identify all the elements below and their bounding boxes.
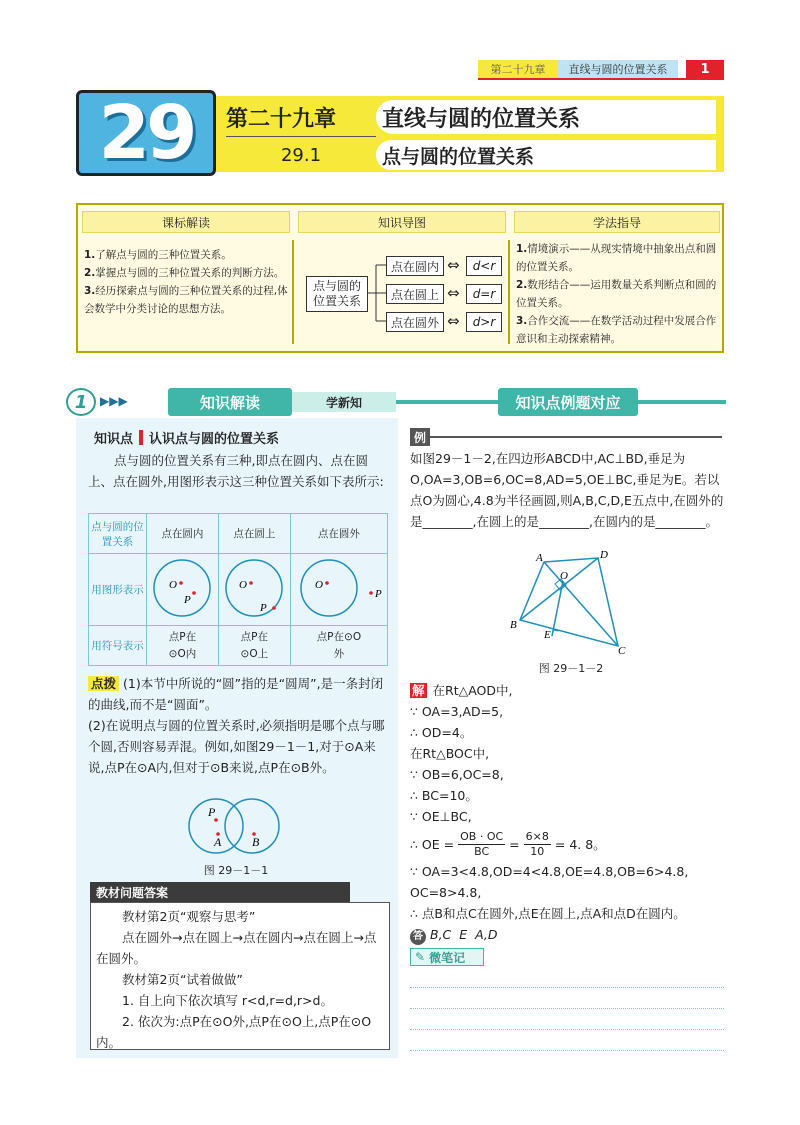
arrows-icon: ▶▶▶	[100, 394, 128, 408]
label-p: P	[184, 594, 192, 606]
list-item: 1.情境演示——从现实情境中抽象出点和圆的位置关系。	[516, 243, 717, 273]
answer-text: 点在圆外→点在圆上→点在圆内→点在圆上→点在圆外。	[96, 930, 377, 966]
example-correspondence-label: 知识点例题对应	[498, 388, 638, 416]
answer-text: 2. 依次为:点P在⊙O外,点P在⊙O上,点P在⊙O内。	[96, 1014, 372, 1050]
textbook-answers-label: 教材问题答案	[96, 886, 169, 900]
standards-list	[84, 246, 288, 318]
map-branch-on: 点在圆上	[386, 284, 444, 304]
answer-title: 教材第2页“试着做做”	[122, 972, 243, 987]
label-o: O	[560, 570, 568, 582]
label-d: D	[600, 549, 608, 561]
tab-knowledge-map: 知识导图	[298, 211, 506, 233]
map-cond-inside: d<r	[466, 256, 502, 276]
tip-label: 点拨	[88, 676, 119, 691]
column-divider	[292, 240, 294, 344]
chapter-title: 直线与圆的位置关系	[376, 100, 716, 134]
section-num-circle: 1	[66, 388, 96, 416]
banner-divider	[226, 136, 376, 137]
tip-paragraph-1: 点拨 (1)本节中所说的“圆”指的是“圆周”,是一条封闭的曲线,而不是“圆面”。	[88, 676, 384, 712]
map-root: 点与圆的位置关系	[306, 276, 368, 312]
label-a: A	[536, 552, 543, 564]
solution-line: ∴ 点B和点C在圆外,点E在圆上,点A和点D在圆内。	[410, 906, 686, 921]
list-item: 3.经历探索点与圆的三种位置关系的过程,体会数学中分类讨论的思想方法。	[84, 285, 288, 315]
pencil-icon: ✎	[415, 950, 426, 964]
circle-inside-figure	[147, 555, 217, 621]
methods-list	[516, 240, 720, 348]
iff-arrow: ⇔	[447, 256, 460, 274]
fraction: $\frac{6\times 8}{10}$	[525, 829, 549, 858]
solution-line: ∵ OA=3<4.8,OD=4<4.8,OE=4.8,OB=6>4.8,	[410, 864, 689, 879]
tab-standards: 课标解读	[82, 211, 290, 233]
tip-paragraph-2: (2)在说明点与圆的位置关系时,必须指明是哪个点与哪个圆,否则容易弄混。例如,如图29－1－1,对于⊙A来说,点P在⊙A内,但对于⊙B来说,点P在⊙B外。	[88, 718, 385, 775]
circle-outside-figure	[291, 555, 387, 621]
header-rule	[478, 78, 724, 80]
answer-text: 1. 自上向下依次填写 r<d,r=d,r>d。	[122, 993, 333, 1008]
knowledge-reading-label: 知识解读	[168, 388, 292, 416]
circle-on-figure	[219, 555, 289, 621]
iff-arrow: ⇔	[447, 284, 460, 302]
solution-line: ∴ BC=10。	[410, 788, 478, 803]
label-c: C	[618, 645, 626, 657]
figure-cell	[218, 554, 290, 626]
figure-29-1-1	[178, 796, 290, 860]
example-problem: 如图29－1－2,在四边形ABCD中,AC⊥BD,垂足为O,OA=3,OB=6,OC=8,AD=5,OE⊥BC,垂足为E。若以点O为圆心,4.8为半径画圆,则A,B,C,D,E五点中,在圆外的是________,在圆上的是________,在圆内的是________。	[410, 451, 724, 529]
label-p: P	[374, 588, 382, 600]
iff-arrow: ⇔	[447, 312, 460, 330]
label-p: P	[208, 805, 216, 819]
answer-title: 教材第2页“观察与思考”	[122, 909, 256, 924]
list-item: 1.了解点与圆的三种位置关系。	[84, 249, 232, 261]
example-label: 例	[410, 428, 430, 446]
solution-line: ∵ OA=3,AD=5,	[410, 704, 504, 719]
label-e: E	[544, 629, 551, 641]
figure-29-1-2	[506, 548, 636, 658]
running-header-title: 直线与圆的位置关系	[558, 60, 678, 78]
label-a: A	[214, 835, 222, 849]
solution-label: 解	[412, 683, 425, 698]
figure-cell	[147, 554, 219, 626]
label-o: O	[169, 579, 178, 591]
label-b: B	[252, 835, 260, 849]
figure-cell	[290, 554, 387, 626]
solution-line: ∵ OE⊥BC,	[410, 809, 472, 824]
table-cell: 点P在⊙O外	[290, 626, 387, 666]
micro-notes-label: ✎ 微笔记	[410, 948, 484, 966]
list-item: 2.掌握点与圆的三种位置关系的判断方法。	[84, 267, 285, 279]
textbook-answers	[96, 906, 386, 1053]
figure-caption: 图 29－1－2	[538, 662, 604, 675]
chapter-number-badge	[76, 90, 216, 176]
map-branch-inside: 点在圆内	[386, 256, 444, 276]
figure-caption: 图 29－1－1	[203, 864, 269, 877]
fraction-line: ∴ OE = $\frac{OB \cdot OC}{BC}$ = $\frac{6\times 8}{10}$ = 4. 8。	[410, 829, 606, 858]
running-header-chapter: 第二十九章	[478, 60, 558, 78]
answer-line: 答 B,C E A,D	[410, 924, 726, 945]
solution-line: OC=8>4.8,	[410, 885, 482, 900]
list-item: 3.合作交流——在数学活动过程中发展合作意识和主动探索精神。	[516, 315, 717, 345]
position-table	[88, 513, 388, 666]
map-cond-on: d=r	[466, 284, 502, 304]
label-o: O	[239, 579, 248, 591]
label-p: P	[260, 602, 268, 614]
solution-line: ∴ OD=4。	[410, 725, 473, 740]
label-o: O	[314, 579, 323, 591]
answer-label: 答	[410, 929, 426, 945]
solution	[410, 680, 726, 945]
table-cell: 点P在⊙O上	[218, 626, 290, 666]
table-header: 点在圆外	[290, 514, 387, 554]
column-divider	[508, 240, 510, 344]
table-row-label: 用图形表示	[89, 554, 147, 626]
solution-line: 在Rt△BOC中,	[410, 746, 490, 761]
table-cell: 点P在⊙O内	[147, 626, 219, 666]
knowledge-point-heading: 知识点 认识点与圆的位置关系	[94, 432, 280, 447]
section-title: 点与圆的位置关系	[376, 140, 716, 170]
table-header: 点在圆内	[147, 514, 219, 554]
knowledge-intro: 点与圆的位置关系有三种,即点在圆内、点在圆上、点在圆外,用图形表示这三种位置关系如下表所示:	[88, 453, 384, 489]
heading-marker	[139, 430, 143, 445]
map-branch-outside: 点在圆外	[386, 312, 444, 332]
solution-line: ∵ OB=6,OC=8,	[410, 767, 504, 782]
map-cond-outside: d>r	[466, 312, 502, 332]
chapter-label: 第二十九章	[226, 106, 337, 132]
learn-new-label: 学新知	[292, 392, 396, 412]
table-row-label: 用符号表示	[89, 626, 147, 666]
fraction: $\frac{OB \cdot OC}{BC}$	[460, 829, 504, 858]
chapter-number: 29	[98, 90, 194, 176]
solution-line: 解 在Rt△AOD中,	[412, 683, 513, 698]
notes-area[interactable]	[410, 968, 724, 1052]
textbook-answers-bar	[90, 882, 350, 902]
section-bar	[66, 388, 726, 416]
section-number: 29.1	[280, 144, 322, 166]
table-header: 点与圆的位置关系	[89, 514, 147, 554]
list-item: 2.数形结合——运用数量关系判断点和圆的位置关系。	[516, 279, 717, 309]
map-bracket	[368, 256, 386, 336]
example-rule	[430, 436, 722, 438]
table-header: 点在圆上	[218, 514, 290, 554]
tab-study-methods: 学法指导	[514, 211, 720, 233]
page-number: 1	[686, 60, 724, 78]
label-b: B	[510, 619, 517, 631]
